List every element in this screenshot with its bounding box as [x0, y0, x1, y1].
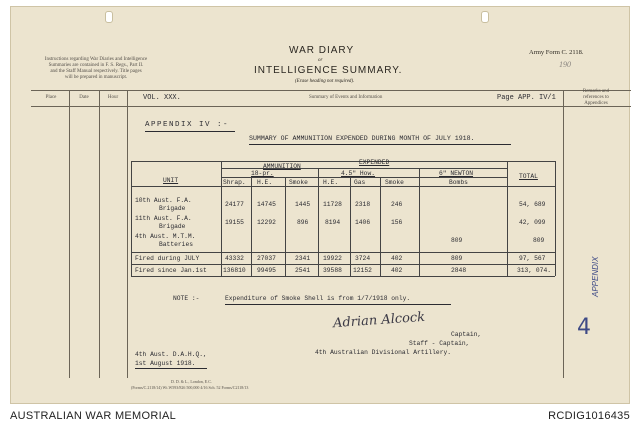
row-unit: Brigade — [159, 205, 186, 212]
cell: 156 — [391, 219, 403, 226]
note-label: NOTE :- — [173, 295, 200, 302]
signature-staff-rank: Staff - Captain, — [409, 340, 470, 347]
form-rule-top — [31, 90, 631, 91]
cell: 24177 — [225, 201, 244, 208]
unit-header: UNIT — [163, 177, 179, 184]
appendix-label: APPENDIX IV :- — [145, 121, 230, 129]
title-subtitle: (Erase heading not required). — [295, 79, 355, 84]
origin-hq: 4th Aust. D.A.H.Q., — [135, 351, 207, 358]
origin-underline — [135, 368, 207, 369]
printer-line: (Forms/C.2118/14) Wt.W593/826 500,000 4/16 Sch. 52 Forms/C2118/13 — [131, 385, 249, 390]
page-number: Page APP. IV/1 — [497, 94, 556, 102]
col-header: Smoke — [289, 179, 308, 186]
cell-total: 313, 074. — [517, 267, 552, 274]
signature-rank: Captain, — [451, 331, 482, 338]
appendix-heading-underline — [249, 144, 511, 145]
appendix-label-underline — [145, 131, 235, 132]
cell: 896 — [297, 219, 309, 226]
row-unit: Fired since Jan.1st — [135, 267, 207, 274]
printer-line: D. D. & L., London, E.C. — [171, 379, 212, 384]
col-hour: Hour — [107, 95, 119, 100]
cell: 136810 — [223, 267, 246, 274]
row-unit: Brigade — [159, 223, 186, 230]
cell: 8194 — [325, 219, 341, 226]
cell: 809 — [451, 237, 463, 244]
punch-hole — [481, 11, 489, 23]
instructions-text: Instructions regarding War Diaries and Intelligence Summaries are contained in F. S. Regs., Part II. and the Staff Manual respectively. Title pages will be prepared in manuscript. — [44, 57, 148, 80]
col-header: Shrap. — [223, 179, 246, 186]
header-45-how: 4.5" How. — [341, 170, 376, 177]
form-col-place — [69, 90, 70, 378]
form-col-remarks — [563, 90, 564, 378]
punch-hole — [105, 11, 113, 23]
row-unit: 4th Aust. M.T.M. — [135, 233, 196, 240]
cell: 2318 — [355, 201, 371, 208]
cell-total: 97, 567 — [519, 255, 546, 262]
margin-appendix-note: APPENDIX — [591, 256, 600, 297]
cell: 19922 — [323, 255, 342, 262]
appendix-heading: SUMMARY OF AMMUNITION EXPENDED DURING MONTH OF JULY 1918. — [249, 135, 475, 142]
row-unit: Fired during JULY — [135, 255, 200, 262]
cell-total: 42, 099 — [519, 219, 546, 226]
col-remarks: Remarks and references to Appendices — [582, 89, 610, 106]
title-or: or — [318, 58, 323, 63]
row-unit: 10th Aust. F.A. — [135, 197, 192, 204]
cell: 12292 — [257, 219, 276, 226]
cell: 2541 — [295, 267, 311, 274]
cell: 39588 — [323, 267, 342, 274]
expended-header: EXPENDED — [359, 159, 390, 166]
row-unit: 11th Aust. F.A. — [135, 215, 192, 222]
cell: 11728 — [323, 201, 342, 208]
form-col-hour — [127, 90, 128, 378]
vol-number: VOL. XXX. — [143, 94, 181, 102]
form-rule-header — [31, 106, 631, 107]
cell-total: 54, 689 — [519, 201, 546, 208]
ammunition-header: AMMUNITION — [263, 163, 301, 170]
col-summary: Summary of Events and Information — [309, 95, 383, 100]
note-text: Expenditure of Smoke Shell is from 1/7/1918 only. — [225, 295, 411, 302]
cell: 2848 — [451, 267, 467, 274]
cell: 3724 — [355, 255, 371, 262]
col-header: Smoke — [385, 179, 404, 186]
cell: 27037 — [257, 255, 276, 262]
cell: 2341 — [295, 255, 311, 262]
cell: 12152 — [353, 267, 372, 274]
footer-record-id: RCDIG1016435 — [548, 410, 630, 422]
cell: 19155 — [225, 219, 244, 226]
cell-total: 809 — [533, 237, 545, 244]
cell: 1406 — [355, 219, 371, 226]
footer-institution: AUSTRALIAN WAR MEMORIAL — [10, 410, 177, 422]
header-18pr: 18-pr. — [251, 170, 274, 177]
cell: 43332 — [225, 255, 244, 262]
col-header: H.E. — [257, 179, 273, 186]
cell: 246 — [391, 201, 403, 208]
title-war-diary: WAR DIARY — [289, 45, 355, 56]
col-date: Date — [79, 95, 89, 100]
col-header: Gas — [354, 179, 366, 186]
header-6-newton: 6" NEWTON — [439, 170, 474, 177]
origin-date: 1st August 1918. — [135, 360, 196, 367]
cell: 402 — [391, 267, 403, 274]
col-header: H.E. — [323, 179, 339, 186]
cell: 14745 — [257, 201, 276, 208]
col-header: Bombs — [449, 179, 468, 186]
form-col-date — [99, 90, 100, 378]
war-diary-sheet — [10, 6, 630, 404]
signature-unit: 4th Australian Divisional Artillery. — [315, 349, 452, 356]
cell: 809 — [451, 255, 463, 262]
cell: 1445 — [295, 201, 311, 208]
margin-appendix-number: 4 — [577, 315, 591, 340]
col-place: Place — [45, 95, 57, 100]
title-intelligence-summary: INTELLIGENCE SUMMARY. — [254, 65, 403, 76]
handwritten-signature: Adrian Alcock — [332, 309, 426, 332]
total-header: TOTAL — [519, 173, 538, 180]
army-form-label: Army Form C. 2118. — [529, 49, 584, 56]
cell: 402 — [391, 255, 403, 262]
note-underline — [225, 304, 451, 305]
pencil-mark: 190 — [559, 60, 571, 69]
row-unit: Batteries — [159, 241, 194, 248]
cell: 99495 — [257, 267, 276, 274]
